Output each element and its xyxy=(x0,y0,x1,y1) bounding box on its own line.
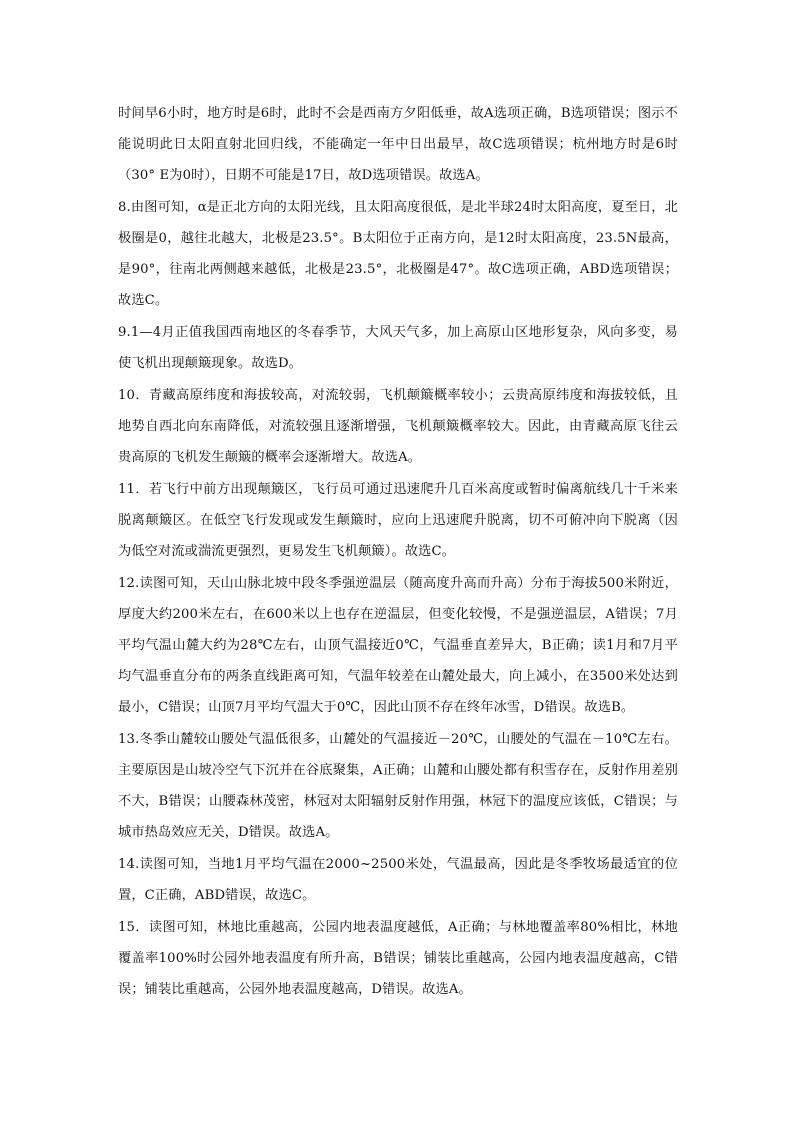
document-page xyxy=(118,98,678,1006)
paragraph-answer-14: 14.读图可知，当地1月平均气温在2000~2500米处，气温最高，因此是冬季牧场最适宜的位置，C正确，ABD错误，故选C。 xyxy=(118,857,678,903)
paragraph-answer-11: 11．若飞行中前方出现颠簸区，飞行员可通过迅速爬升几百米高度或暂时偏离航线几十千米来脱离颠簸区。在低空飞行发现或发生颠簸时，应向上迅速爬升脱离，切不可俯冲向下脱离（因为低空对流或湍流更强烈，更易发生飞机颠簸）。故选C。 xyxy=(118,482,678,559)
paragraph-answer-10: 10．青藏高原纬度和海拔较高，对流较弱，飞机颠簸概率较小；云贵高原纬度和海拔较低，且地势自西北向东南降低，对流较强且逐渐增强，飞机颠簸概率较大。因此，由青藏高原飞往云贵高原的飞机发生颠簸的概率会逐渐增大。故选A。 xyxy=(118,388,678,465)
paragraph-answer-12: 12.读图可知，天山山脉北坡中段冬季强逆温层（随高度升高而升高）分布于海拔500米附近，厚度大约200米左右，在600米以上也存在逆温层，但变化较慢，不是强逆温层，A错误；7月平均气温山麓大约为28℃左右，山顶气温接近0℃，气温垂直差异大，B正确；读1月和7月平均气温垂直分布的两条直线距离可知，气温年较差在山麓处最大，向上减小，在3500米处达到最小，C错误；山顶7月平均气温大于0℃，因此山顶不存在终年冰雪，D错误。故选B。 xyxy=(118,576,678,715)
paragraph-answer-13: 13.冬季山麓较山腰处气温低很多，山麓处的气温接近－20℃，山腰处的气温在－10℃左右。主要原因是山坡冷空气下沉并在谷底聚集，A正确；山麓和山腰处都有积雪存在，反射作用差别不大，B错误；山腰森林茂密，林冠对太阳辐射反射作用强，林冠下的温度应该低，C错误；与城市热岛效应无关，D错误。故选A。 xyxy=(118,732,678,840)
paragraph-answer-8: 8.由图可知，α是正北方向的太阳光线，且太阳高度很低，是北半球24时太阳高度，夏至日，北极圈是0，越往北越大，北极是23.5°。B太阳位于正南方向，是12时太阳高度，23.5N最高，是90°，往南北两侧越来越低，北极是23.5°，北极圈是47°。故C选项正确，ABD选项错误；故选C。 xyxy=(118,200,678,308)
paragraph-answer-15: 15．读图可知，林地比重越高，公园内地表温度越低，A正确；与林地覆盖率80%相比，林地覆盖率100%时公园外地表温度有所升高，B错误；铺装比重越高，公园内地表温度越高，C错误；铺装比重越高，公园外地表温度越高，D错误。故选A。 xyxy=(118,920,678,997)
paragraph-continuation-answer-7: 时间早6小时，地方时是6时，此时不会是西南方夕阳低垂，故A选项正确，B选项错误；图示不能说明此日太阳直射北回归线，不能确定一年中日出最早，故C选项错误；杭州地方时是6时（30° E为0时），日期不可能是17日，故D选项错误。故选A。 xyxy=(118,106,678,183)
paragraph-answer-9: 9.1—4月正值我国西南地区的冬春季节，大风天气多，加上高原山区地形复杂，风向多变，易使飞机出现颠簸现象。故选D。 xyxy=(118,325,678,371)
